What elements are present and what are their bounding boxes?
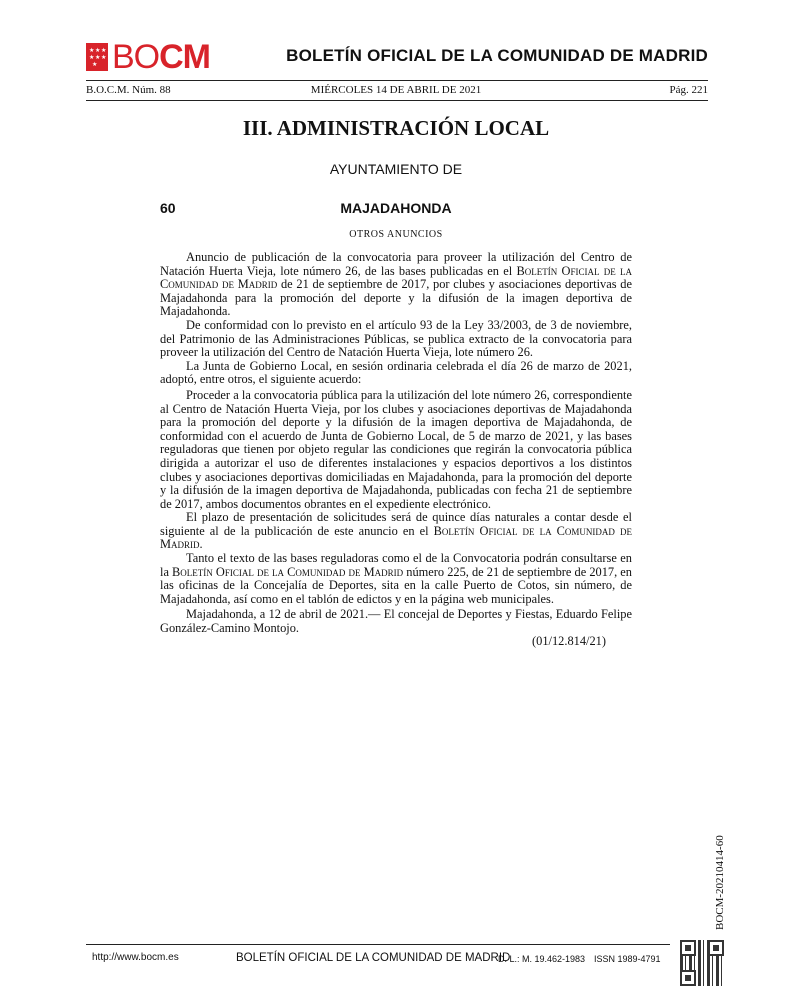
issue-date: MIÉRCOLES 14 DE ABRIL DE 2021 [310, 84, 482, 96]
header-rule-top [86, 80, 708, 81]
footer-url-link[interactable]: http://www.bocm.es [92, 952, 179, 963]
header-rule-bottom [86, 100, 708, 101]
paragraph-2: De conformidad con lo previsto en el artículo 93 de la Ley 33/2003, de 3 de noviembre, del Patrimonio de las Administraciones Públicas, se publica extracto de la convocatoria para proveer la utilización del Centro de Natación Huerta Vieja, lote número 26. [160, 317, 632, 360]
footer-title: BOLETÍN OFICIAL DE LA COMUNIDAD DE MADRID [236, 952, 511, 964]
paragraph-6: Tanto el texto de las bases reguladoras como el de la Convocatoria podrán consultarse en la Boletín Oficial de la Comunidad de Madrid número 225, de 21 de septiembre de 2017, en las oficinas de la Concejalía de Deportes, sita en la calle Puerto de Cotos, sin número, de Majadahonda, así como en el tablón de edictos y en la página web municipales. [160, 551, 632, 606]
side-document-code: BOCM-20210414-60 [714, 835, 726, 930]
footer-issn: ISSN 1989-4791 [594, 954, 661, 964]
section-heading: III. ADMINISTRACIÓN LOCAL [242, 116, 550, 140]
signature-paragraph: Majadahonda, a 12 de abril de 2021.— El concejal de Deportes y Fiestas, Eduardo Felipe González-Camino Montojo. [160, 607, 632, 636]
paragraph-3: La Junta de Gobierno Local, en sesión ordinaria celebrada el día 26 de marzo de 2021, adoptó, entre otros, el siguiente acuerdo: [160, 358, 632, 387]
paragraph-5: El plazo de presentación de solicitudes será de quince días naturales a contar desde el siguiente al de la publicación de este anuncio en el Boletín Oficial de la Comunidad de Madrid. [160, 510, 632, 552]
entry-number: 60 [160, 200, 176, 216]
category-heading: OTROS ANUNCIOS [349, 229, 443, 240]
paragraph-1: Anuncio de publicación de la convocatoria para proveer la utilización del Centro de Natación Huerta Vieja, lote número 26, de las bases publicadas en el Boletín Oficial de la Comunidad de Madrid de 21 de septiembre de 2017, por clubes y asociaciones deportivas de Majadahonda para la promoción del deporte y la difusión de la imagen deportiva de Majadahonda. [160, 250, 632, 319]
logo-cm-text: CM [159, 38, 211, 76]
page-number: Pág. 221 [669, 84, 708, 96]
reference-number: (01/12.814/21) [532, 634, 606, 648]
paragraph-4: Proceder a la convocatoria pública para la utilización del lote número 26, correspondiente al Centro de Natación Huerta Vieja, por los clubes y asociaciones deportivas de Majadahonda para la promoción del deporte y la difusión de la imagen deportiva de Majadahonda, de conformidad con el acuerdo de Junta de Gobierno Local, de 5 de marzo de 2021, y las bases reguladoras que tienen por objeto regular las condiciones que regirán la convocatoria pública dirigida a autorizar el uso de diferentes instalaciones y espacios deportivos a los distintos clubes y asociaciones deportivas domiciliadas en Majadahonda, para la promoción del deporte y la difusión de la imagen deportiva de Majadahonda, publicadas con fecha 21 de septiembre de 2017, ambos documentos obrantes en el expediente electrónico. [160, 387, 632, 511]
footer-legal-deposit: D. L.: M. 19.462-1983 [498, 954, 586, 964]
header-title: BOLETÍN OFICIAL DE LA COMUNIDAD DE MADRID [286, 46, 708, 65]
ayuntamiento-heading: AYUNTAMIENTO DE [329, 161, 463, 177]
madrid-stars-icon: ★ ★ ★ ★ ★ ★ ★ [86, 43, 108, 71]
logo-bo-text: BO [112, 38, 160, 76]
issue-number: B.O.C.M. Núm. 88 [86, 84, 171, 96]
footer-rule [86, 944, 670, 945]
bocm-logo [86, 40, 210, 74]
announcement-body [160, 251, 632, 636]
qr-code-icon [680, 940, 724, 986]
municipality-heading: MAJADAHONDA [340, 200, 452, 216]
